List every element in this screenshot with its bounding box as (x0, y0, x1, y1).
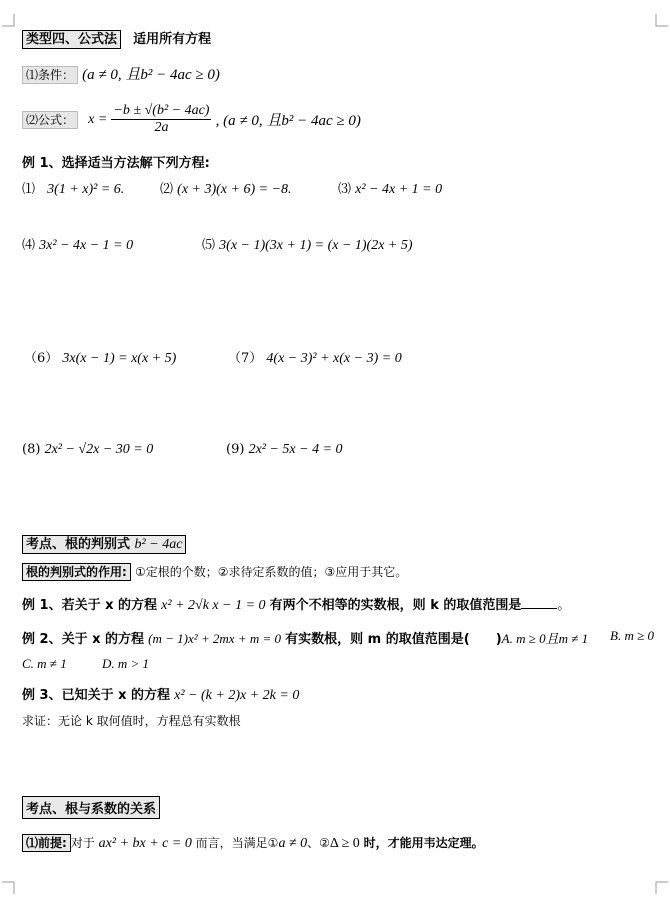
problem-9 (226, 442, 343, 458)
formula-row (22, 103, 361, 136)
problem-2-expr: (x + 3)(x + 6) = −8. (177, 182, 292, 197)
disc-example2-option-a: A. m ≥ 0且m ≠ 1 (501, 631, 589, 646)
crop-mark-top-right (654, 14, 668, 28)
discriminant-heading (22, 535, 186, 554)
discriminant-role-row (22, 563, 407, 580)
section4-heading-row (22, 28, 211, 47)
discriminant-heading-expr: b² − 4ac (134, 537, 183, 552)
vieta-premise-text-b: 而言，当满足① (195, 836, 279, 850)
problem-7 (228, 347, 402, 367)
formula-denominator: 2a (154, 120, 169, 135)
problem-4-label: ⑷ (22, 238, 36, 253)
problem-6 (24, 347, 176, 367)
disc-example3-prove: 求证：无论 k 取何值时，方程总有实数根 (22, 714, 241, 728)
vieta-premise-row (22, 834, 484, 852)
disc-example3-text-a: 已知关于 x 的方程 (61, 688, 171, 703)
disc-example2-text-a: 关于 x 的方程 (61, 632, 145, 647)
discriminant-heading-text: 考点、根的判别式 (26, 537, 131, 552)
problem-9-expr: 2x² − 5x − 4 = 0 (248, 442, 343, 457)
vieta-premise-cond2: Δ ≥ 0 (329, 836, 360, 851)
vieta-premise-text-d: 时，才能用韦达定理。 (363, 836, 484, 850)
problem-1-label: ⑴ (22, 182, 36, 197)
problem-3-label: ⑶ (338, 182, 352, 197)
example1-title: 例 1、选择适当方法解下列方程: (22, 156, 210, 171)
problem-6-expr: 3x(x − 1) = x(x + 5) (62, 351, 177, 366)
disc-example1-text-a: 若关于 x 的方程 (61, 598, 158, 613)
condition-expr: (a ≠ 0, 且b² − 4ac ≥ 0) (82, 67, 220, 83)
formula-label: ⑵公式： (22, 111, 78, 129)
problem-2 (160, 178, 292, 198)
condition-label: ⑴条件： (22, 66, 78, 84)
problem-6-label: （6） (24, 351, 59, 366)
problem-8-expr: 2x² − √2x − 30 = 0 (44, 442, 154, 457)
formula-condition: , (a ≠ 0, 且b² − 4ac ≥ 0) (215, 113, 361, 129)
vieta-premise-label: ⑴前提: (22, 834, 71, 852)
problem-5-label: ⑸ (202, 238, 216, 253)
disc-example2-expr: (m − 1)x² + 2mx + m = 0 (148, 631, 282, 646)
section4-heading: 类型四、公式法 (22, 30, 121, 49)
vieta-premise-cond1: a ≠ 0 (278, 836, 308, 851)
disc-example3 (22, 684, 299, 704)
formula-lhs: x = (88, 111, 108, 127)
problem-5-expr: 3(x − 1)(3x + 1) = (x − 1)(2x + 5) (219, 238, 413, 253)
problem-7-label: （7） (228, 351, 263, 366)
crop-mark-top-left (2, 14, 16, 28)
problem-7-expr: 4(x − 3)² + x(x − 3) = 0 (266, 351, 402, 366)
disc-example1-expr: x² + 2√k x − 1 = 0 (161, 598, 266, 613)
disc-example2-option-c: C. m ≠ 1 (22, 656, 67, 671)
problem-1 (22, 178, 124, 198)
discriminant-role-label: 根的判别式的作用: (22, 563, 131, 581)
disc-example2 (22, 628, 588, 647)
vieta-premise-text-a: 对于 (70, 836, 95, 850)
condition-row (22, 63, 220, 84)
problem-4 (22, 234, 133, 254)
disc-example1-blank[interactable] (521, 608, 557, 609)
crop-mark-bottom-left (2, 880, 16, 894)
vieta-premise-expr: ax² + bx + c = 0 (98, 836, 192, 851)
disc-example3-expr: x² − (k + 2)x + 2k = 0 (174, 688, 300, 703)
problem-8 (22, 442, 153, 458)
section4-heading-note: 适用所有方程 (133, 32, 212, 47)
problem-3-expr: x² − 4x + 1 = 0 (355, 182, 443, 197)
disc-example1-label: 例 1、 (22, 598, 62, 613)
problem-8-label: (8) (22, 442, 41, 457)
disc-example1 (22, 594, 570, 614)
problem-9-label: (9) (226, 442, 245, 457)
disc-example2-option-b: B. m ≥ 0 (610, 628, 654, 643)
vieta-premise-text-c: 、② (307, 836, 330, 850)
disc-example2-label: 例 2、 (22, 632, 62, 647)
formula-numerator: −b ± √(b² − 4ac) (113, 103, 210, 118)
disc-example2-option-d: D. m > 1 (102, 656, 150, 671)
problem-1-expr: 3(1 + x)² = 6. (47, 182, 125, 197)
problem-2-label: ⑵ (160, 182, 174, 197)
disc-example1-text-b: 有两个不相等的实数根，则 k 的取值范围是 (269, 598, 522, 613)
vieta-heading: 考点、根与系数的关系 (22, 796, 160, 819)
disc-example3-label: 例 3、 (22, 688, 62, 703)
discriminant-heading-row (22, 533, 186, 553)
problem-4-expr: 3x² − 4x − 1 = 0 (39, 238, 134, 253)
quadratic-formula-fraction (111, 103, 211, 136)
problem-5 (202, 234, 413, 254)
problem-3 (338, 178, 442, 198)
discriminant-role-text: ①定根的个数；②求待定系数的值；③应用于其它。 (134, 565, 408, 579)
disc-example1-end: 。 (557, 598, 571, 613)
crop-mark-bottom-right (654, 880, 668, 894)
disc-example2-text-b: 有实数根，则 m 的取值范围是( ) (285, 632, 502, 647)
